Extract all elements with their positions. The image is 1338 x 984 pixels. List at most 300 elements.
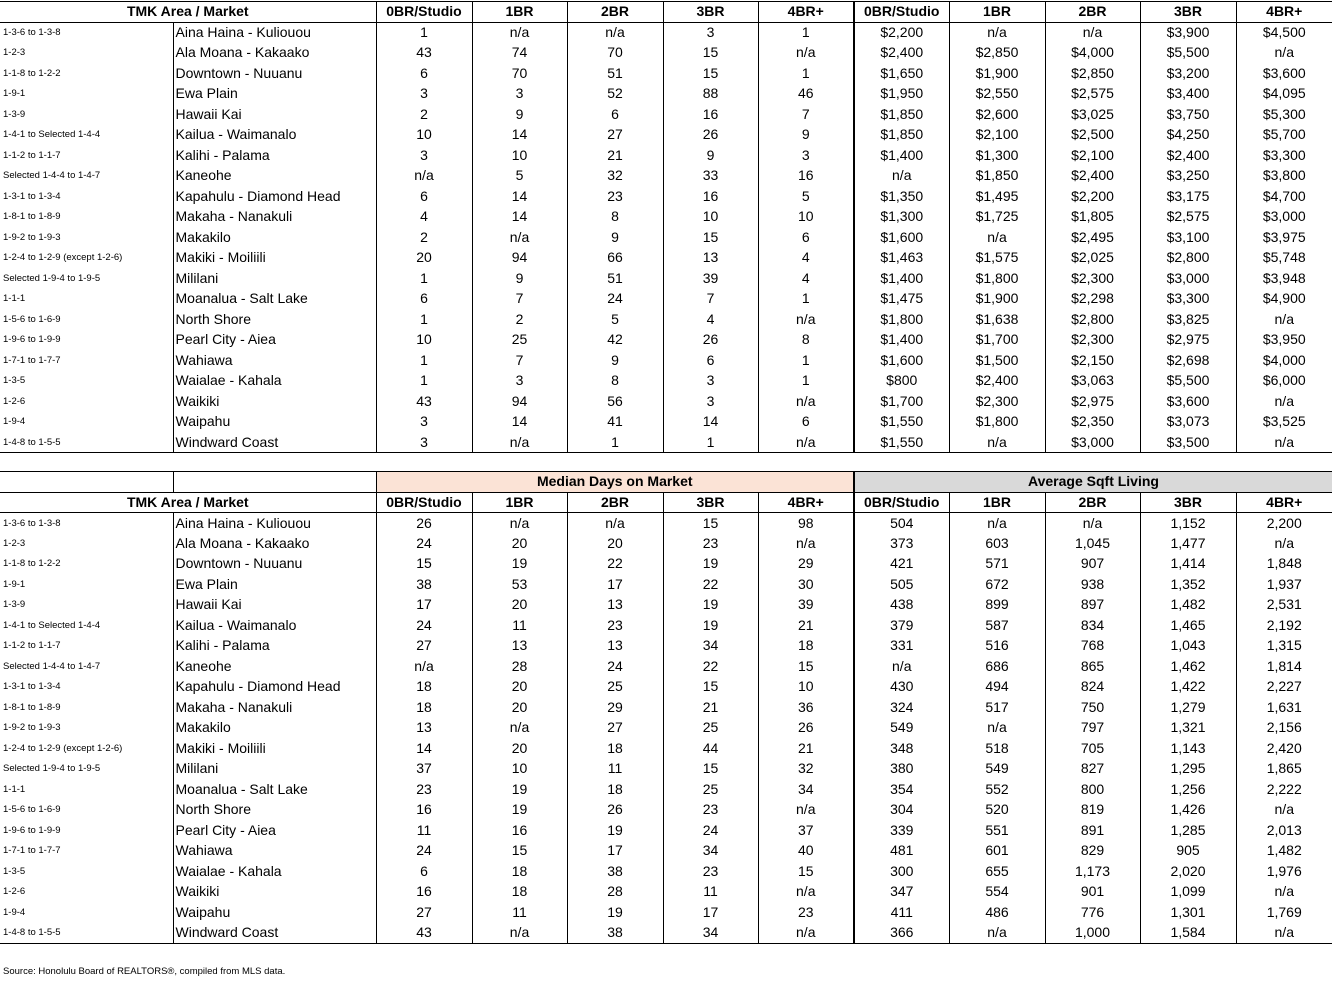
value-cell: n/a bbox=[1236, 432, 1332, 453]
value-cell: 10 bbox=[376, 330, 472, 351]
value-cell: 19 bbox=[472, 800, 567, 821]
value-cell: 27 bbox=[567, 125, 663, 146]
value-cell: 897 bbox=[1045, 595, 1140, 616]
value-cell: 829 bbox=[1045, 841, 1140, 862]
area-cell: Makaha - Nanakuli bbox=[173, 207, 376, 228]
area-cell: Downtown - Nuuanu bbox=[173, 554, 376, 575]
value-cell: 7 bbox=[663, 289, 758, 310]
value-cell: n/a bbox=[949, 22, 1045, 43]
tmk-cell: 1-3-5 bbox=[3, 375, 26, 387]
band-row bbox=[0, 472, 1332, 493]
table-row bbox=[0, 841, 1332, 862]
value-cell: 46 bbox=[758, 84, 854, 105]
value-cell: 15 bbox=[663, 677, 758, 698]
value-cell: $3,300 bbox=[1140, 289, 1236, 310]
value-cell: $2,495 bbox=[1045, 227, 1140, 248]
value-cell: 6 bbox=[758, 227, 854, 248]
area-cell: North Shore bbox=[173, 309, 376, 330]
value-cell: 15 bbox=[663, 63, 758, 84]
header-col: 1BR bbox=[949, 492, 1045, 513]
value-cell: 2,420 bbox=[1236, 738, 1332, 759]
value-cell: $2,550 bbox=[949, 84, 1045, 105]
value-cell: $3,400 bbox=[1140, 84, 1236, 105]
value-cell: 1,631 bbox=[1236, 697, 1332, 718]
header-col: 3BR bbox=[1140, 2, 1236, 23]
value-cell: 27 bbox=[567, 718, 663, 739]
value-cell: 14 bbox=[472, 412, 567, 433]
value-cell: 907 bbox=[1045, 554, 1140, 575]
area-cell: Waipahu bbox=[173, 412, 376, 433]
value-cell: 1,814 bbox=[1236, 656, 1332, 677]
tmk-cell: Selected 1-9-4 to 1-9-5 bbox=[3, 272, 101, 284]
value-cell: 24 bbox=[663, 820, 758, 841]
value-cell: $5,748 bbox=[1236, 248, 1332, 269]
value-cell: 25 bbox=[567, 677, 663, 698]
value-cell: $1,700 bbox=[854, 391, 949, 412]
tmk-cell: 1-4-1 to Selected 1-4-4 bbox=[3, 619, 101, 631]
value-cell: 23 bbox=[376, 779, 472, 800]
value-cell: 14 bbox=[472, 207, 567, 228]
value-cell: 1,465 bbox=[1140, 615, 1236, 636]
value-cell: $2,400 bbox=[1045, 166, 1140, 187]
value-cell: $1,850 bbox=[854, 125, 949, 146]
value-cell: 1,352 bbox=[1140, 574, 1236, 595]
value-cell: 2,222 bbox=[1236, 779, 1332, 800]
value-cell: $5,700 bbox=[1236, 125, 1332, 146]
value-cell: 24 bbox=[376, 841, 472, 862]
table-row bbox=[0, 350, 1332, 371]
table-row bbox=[0, 902, 1332, 923]
value-cell: 9 bbox=[758, 125, 854, 146]
table-row bbox=[0, 615, 1332, 636]
value-cell: 15 bbox=[663, 513, 758, 534]
table-row bbox=[0, 861, 1332, 882]
value-cell: $3,073 bbox=[1140, 412, 1236, 433]
value-cell: 15 bbox=[376, 554, 472, 575]
table-row bbox=[0, 186, 1332, 207]
table-row bbox=[0, 656, 1332, 677]
value-cell: 1 bbox=[758, 289, 854, 310]
value-cell: n/a bbox=[949, 432, 1045, 453]
value-cell: 26 bbox=[567, 800, 663, 821]
value-cell: 43 bbox=[376, 923, 472, 944]
value-cell: $1,500 bbox=[949, 350, 1045, 371]
value-cell: $2,850 bbox=[1045, 63, 1140, 84]
value-cell: 94 bbox=[472, 248, 567, 269]
value-cell: $2,150 bbox=[1045, 350, 1140, 371]
value-cell: 88 bbox=[663, 84, 758, 105]
value-cell: 17 bbox=[567, 574, 663, 595]
tmk-cell: 1-1-8 to 1-2-2 bbox=[3, 67, 61, 79]
tmk-cell: 1-1-2 to 1-1-7 bbox=[3, 149, 61, 161]
area-cell: Pearl City - Aiea bbox=[173, 330, 376, 351]
value-cell: 380 bbox=[854, 759, 949, 780]
value-cell: 66 bbox=[567, 248, 663, 269]
value-cell: $3,100 bbox=[1140, 227, 1236, 248]
tmk-cell: 1-3-1 to 1-3-4 bbox=[3, 190, 61, 202]
header-col: 4BR+ bbox=[758, 2, 854, 23]
value-cell: 1,426 bbox=[1140, 800, 1236, 821]
value-cell: 2,192 bbox=[1236, 615, 1332, 636]
value-cell: 10 bbox=[758, 677, 854, 698]
value-cell: $1,850 bbox=[854, 104, 949, 125]
header-area: TMK Area / Market bbox=[0, 2, 376, 23]
header-col: 2BR bbox=[567, 492, 663, 513]
value-cell: 19 bbox=[472, 554, 567, 575]
area-cell: Aina Haina - Kuliouou bbox=[173, 22, 376, 43]
value-cell: 19 bbox=[567, 820, 663, 841]
value-cell: $1,400 bbox=[854, 268, 949, 289]
value-cell: 1 bbox=[758, 371, 854, 392]
value-cell: $1,638 bbox=[949, 309, 1045, 330]
value-cell: 768 bbox=[1045, 636, 1140, 657]
value-cell: $3,948 bbox=[1236, 268, 1332, 289]
area-cell: Windward Coast bbox=[173, 432, 376, 453]
value-cell: 39 bbox=[758, 595, 854, 616]
value-cell: $1,475 bbox=[854, 289, 949, 310]
value-cell: $1,300 bbox=[949, 145, 1045, 166]
value-cell: 38 bbox=[376, 574, 472, 595]
value-cell: $1,550 bbox=[854, 412, 949, 433]
table-row bbox=[0, 759, 1332, 780]
value-cell: 11 bbox=[472, 615, 567, 636]
value-cell: 430 bbox=[854, 677, 949, 698]
value-cell: 16 bbox=[758, 166, 854, 187]
value-cell: 14 bbox=[472, 186, 567, 207]
value-cell: n/a bbox=[1045, 22, 1140, 43]
value-cell: 18 bbox=[376, 677, 472, 698]
value-cell: 901 bbox=[1045, 882, 1140, 903]
band-empty bbox=[173, 472, 376, 493]
value-cell: 18 bbox=[758, 636, 854, 657]
value-cell: $3,950 bbox=[1236, 330, 1332, 351]
value-cell: n/a bbox=[472, 923, 567, 944]
value-cell: n/a bbox=[758, 309, 854, 330]
value-cell: 603 bbox=[949, 533, 1045, 554]
table-row bbox=[0, 84, 1332, 105]
value-cell: 52 bbox=[567, 84, 663, 105]
value-cell: 551 bbox=[949, 820, 1045, 841]
area-cell: Makakilo bbox=[173, 718, 376, 739]
value-cell: 40 bbox=[758, 841, 854, 862]
value-cell: $2,975 bbox=[1045, 391, 1140, 412]
value-cell: 2,020 bbox=[1140, 861, 1236, 882]
value-cell: 11 bbox=[567, 759, 663, 780]
tmk-cell: 1-2-4 to 1-2-9 (except 1-2-6) bbox=[3, 742, 123, 754]
value-cell: $4,250 bbox=[1140, 125, 1236, 146]
tmk-cell: 1-4-8 to 1-5-5 bbox=[3, 436, 61, 448]
area-cell: Wahiawa bbox=[173, 350, 376, 371]
table-row bbox=[0, 309, 1332, 330]
header-col: 3BR bbox=[1140, 492, 1236, 513]
tmk-cell: 1-2-6 bbox=[3, 395, 26, 407]
value-cell: 5 bbox=[758, 186, 854, 207]
value-cell: 7 bbox=[472, 350, 567, 371]
value-cell: 1 bbox=[758, 22, 854, 43]
tmk-cell: 1-2-3 bbox=[3, 47, 26, 59]
value-cell: 7 bbox=[758, 104, 854, 125]
area-cell: Mililani bbox=[173, 268, 376, 289]
value-cell: 516 bbox=[949, 636, 1045, 657]
value-cell: 2,200 bbox=[1236, 513, 1332, 534]
value-cell: $4,000 bbox=[1045, 43, 1140, 64]
area-cell: Waikiki bbox=[173, 882, 376, 903]
tmk-cell: Selected 1-9-4 to 1-9-5 bbox=[3, 763, 101, 775]
value-cell: n/a bbox=[758, 43, 854, 64]
header-col: 1BR bbox=[949, 2, 1045, 23]
header-row bbox=[0, 492, 1332, 513]
value-cell: 24 bbox=[567, 656, 663, 677]
table-row bbox=[0, 22, 1332, 43]
value-cell: 19 bbox=[472, 779, 567, 800]
header-row bbox=[0, 2, 1332, 23]
area-cell: Wahiawa bbox=[173, 841, 376, 862]
table-row bbox=[0, 718, 1332, 739]
value-cell: $1,725 bbox=[949, 207, 1045, 228]
value-cell: $1,805 bbox=[1045, 207, 1140, 228]
value-cell: 94 bbox=[472, 391, 567, 412]
table-row bbox=[0, 43, 1332, 64]
table-row bbox=[0, 166, 1332, 187]
value-cell: n/a bbox=[949, 513, 1045, 534]
value-cell: 14 bbox=[472, 125, 567, 146]
value-cell: $3,300 bbox=[1236, 145, 1332, 166]
tmk-cell: 1-7-1 to 1-7-7 bbox=[3, 845, 61, 857]
value-cell: 1 bbox=[376, 22, 472, 43]
value-cell: $2,575 bbox=[1140, 207, 1236, 228]
value-cell: 938 bbox=[1045, 574, 1140, 595]
value-cell: 25 bbox=[472, 330, 567, 351]
value-cell: 705 bbox=[1045, 738, 1140, 759]
value-cell: 21 bbox=[758, 738, 854, 759]
tmk-cell: 1-9-4 bbox=[3, 906, 26, 918]
value-cell: 26 bbox=[376, 513, 472, 534]
value-cell: 23 bbox=[758, 902, 854, 923]
value-cell: 36 bbox=[758, 697, 854, 718]
tmk-cell: 1-3-9 bbox=[3, 108, 26, 120]
value-cell: 20 bbox=[472, 677, 567, 698]
header-col: 0BR/Studio bbox=[854, 2, 949, 23]
value-cell: 10 bbox=[472, 759, 567, 780]
tmk-cell: 1-3-1 to 1-3-4 bbox=[3, 681, 61, 693]
value-cell: 9 bbox=[472, 268, 567, 289]
header-col: 4BR+ bbox=[1236, 492, 1332, 513]
value-cell: 672 bbox=[949, 574, 1045, 595]
value-cell: $3,000 bbox=[1045, 432, 1140, 453]
area-cell: Aina Haina - Kuliouou bbox=[173, 513, 376, 534]
value-cell: n/a bbox=[854, 656, 949, 677]
value-cell: 6 bbox=[376, 186, 472, 207]
value-cell: 10 bbox=[758, 207, 854, 228]
value-cell: 20 bbox=[567, 533, 663, 554]
value-cell: $2,300 bbox=[1045, 268, 1140, 289]
table-row bbox=[0, 820, 1332, 841]
value-cell: 1,769 bbox=[1236, 902, 1332, 923]
value-cell: 1,937 bbox=[1236, 574, 1332, 595]
value-cell: 3 bbox=[663, 371, 758, 392]
value-cell: 15 bbox=[663, 227, 758, 248]
value-cell: 3 bbox=[663, 22, 758, 43]
value-cell: 4 bbox=[376, 207, 472, 228]
value-cell: 38 bbox=[567, 923, 663, 944]
value-cell: 15 bbox=[472, 841, 567, 862]
value-cell: 2 bbox=[376, 104, 472, 125]
value-cell: 571 bbox=[949, 554, 1045, 575]
value-cell: 20 bbox=[376, 248, 472, 269]
tmk-cell: 1-3-9 bbox=[3, 599, 26, 611]
value-cell: 17 bbox=[376, 595, 472, 616]
area-cell: Kapahulu - Diamond Head bbox=[173, 677, 376, 698]
table-row bbox=[0, 595, 1332, 616]
value-cell: 2 bbox=[376, 227, 472, 248]
value-cell: 23 bbox=[663, 861, 758, 882]
header-col: 4BR+ bbox=[1236, 2, 1332, 23]
value-cell: 1 bbox=[758, 63, 854, 84]
value-cell: 43 bbox=[376, 391, 472, 412]
tmk-cell: 1-1-8 to 1-2-2 bbox=[3, 558, 61, 570]
value-cell: 379 bbox=[854, 615, 949, 636]
value-cell: 10 bbox=[663, 207, 758, 228]
value-cell: 51 bbox=[567, 268, 663, 289]
value-cell: 1,000 bbox=[1045, 923, 1140, 944]
value-cell: n/a bbox=[1236, 43, 1332, 64]
value-cell: $3,975 bbox=[1236, 227, 1332, 248]
value-cell: 15 bbox=[663, 43, 758, 64]
value-cell: $2,698 bbox=[1140, 350, 1236, 371]
value-cell: $1,800 bbox=[854, 309, 949, 330]
value-cell: $2,300 bbox=[1045, 330, 1140, 351]
value-cell: 1,143 bbox=[1140, 738, 1236, 759]
value-cell: 891 bbox=[1045, 820, 1140, 841]
value-cell: 26 bbox=[758, 718, 854, 739]
area-cell: Kalihi - Palama bbox=[173, 636, 376, 657]
value-cell: n/a bbox=[1045, 513, 1140, 534]
value-cell: 331 bbox=[854, 636, 949, 657]
value-cell: 517 bbox=[949, 697, 1045, 718]
header-col: 0BR/Studio bbox=[854, 492, 949, 513]
value-cell: n/a bbox=[758, 882, 854, 903]
value-cell: 18 bbox=[472, 861, 567, 882]
header-col: 0BR/Studio bbox=[376, 492, 472, 513]
value-cell: $1,800 bbox=[949, 268, 1045, 289]
area-cell: Kailua - Waimanalo bbox=[173, 615, 376, 636]
value-cell: 1,976 bbox=[1236, 861, 1332, 882]
value-cell: 24 bbox=[376, 533, 472, 554]
value-cell: 1,295 bbox=[1140, 759, 1236, 780]
value-cell: $1,950 bbox=[854, 84, 949, 105]
value-cell: $1,400 bbox=[854, 145, 949, 166]
value-cell: 28 bbox=[567, 882, 663, 903]
value-cell: 3 bbox=[376, 145, 472, 166]
rent-table bbox=[0, 1, 1332, 453]
value-cell: 827 bbox=[1045, 759, 1140, 780]
header-col: 2BR bbox=[1045, 492, 1140, 513]
table-row bbox=[0, 268, 1332, 289]
value-cell: n/a bbox=[1236, 391, 1332, 412]
value-cell: $3,525 bbox=[1236, 412, 1332, 433]
value-cell: 23 bbox=[567, 186, 663, 207]
value-cell: 3 bbox=[472, 371, 567, 392]
tmk-cell: 1-7-1 to 1-7-7 bbox=[3, 354, 61, 366]
value-cell: 23 bbox=[567, 615, 663, 636]
value-cell: 10 bbox=[376, 125, 472, 146]
value-cell: 421 bbox=[854, 554, 949, 575]
area-cell: Kaneohe bbox=[173, 166, 376, 187]
tmk-cell: 1-9-1 bbox=[3, 578, 26, 590]
value-cell: 19 bbox=[663, 615, 758, 636]
value-cell: 686 bbox=[949, 656, 1045, 677]
dom-sqft-table-body bbox=[0, 513, 1332, 944]
value-cell: 8 bbox=[758, 330, 854, 351]
value-cell: 23 bbox=[663, 800, 758, 821]
value-cell: $1,300 bbox=[854, 207, 949, 228]
table-row bbox=[0, 227, 1332, 248]
value-cell: 438 bbox=[854, 595, 949, 616]
value-cell: $1,900 bbox=[949, 63, 1045, 84]
value-cell: $2,350 bbox=[1045, 412, 1140, 433]
value-cell: 6 bbox=[663, 350, 758, 371]
value-cell: 1,315 bbox=[1236, 636, 1332, 657]
value-cell: $3,025 bbox=[1045, 104, 1140, 125]
tmk-cell: 1-4-8 to 1-5-5 bbox=[3, 927, 61, 938]
value-cell: n/a bbox=[472, 22, 567, 43]
value-cell: 347 bbox=[854, 882, 949, 903]
value-cell: 339 bbox=[854, 820, 949, 841]
value-cell: 1,414 bbox=[1140, 554, 1236, 575]
tmk-cell: Selected 1-4-4 to 1-4-7 bbox=[3, 170, 101, 182]
tmk-cell: 1-2-3 bbox=[3, 537, 26, 549]
value-cell: $2,200 bbox=[854, 22, 949, 43]
value-cell: 24 bbox=[567, 289, 663, 310]
value-cell: 23 bbox=[663, 533, 758, 554]
value-cell: n/a bbox=[949, 227, 1045, 248]
band-empty bbox=[0, 472, 173, 493]
value-cell: 373 bbox=[854, 533, 949, 554]
value-cell: 38 bbox=[567, 861, 663, 882]
value-cell: 300 bbox=[854, 861, 949, 882]
value-cell: n/a bbox=[567, 22, 663, 43]
value-cell: 4 bbox=[663, 309, 758, 330]
value-cell: 11 bbox=[376, 820, 472, 841]
value-cell: 18 bbox=[567, 738, 663, 759]
value-cell: $1,850 bbox=[949, 166, 1045, 187]
area-cell: Ala Moana - Kakaako bbox=[173, 43, 376, 64]
value-cell: $1,800 bbox=[949, 412, 1045, 433]
value-cell: 34 bbox=[663, 841, 758, 862]
dom-sqft-table bbox=[0, 471, 1332, 944]
value-cell: 1,301 bbox=[1140, 902, 1236, 923]
table-row bbox=[0, 677, 1332, 698]
tmk-cell: 1-2-6 bbox=[3, 886, 26, 898]
value-cell: 22 bbox=[567, 554, 663, 575]
value-cell: 34 bbox=[663, 636, 758, 657]
value-cell: 22 bbox=[663, 574, 758, 595]
value-cell: $2,500 bbox=[1045, 125, 1140, 146]
table-row bbox=[0, 554, 1332, 575]
value-cell: n/a bbox=[854, 166, 949, 187]
area-cell: Windward Coast bbox=[173, 923, 376, 944]
value-cell: 9 bbox=[567, 350, 663, 371]
value-cell: $2,300 bbox=[949, 391, 1045, 412]
header-col: 2BR bbox=[1045, 2, 1140, 23]
tmk-cell: 1-5-6 to 1-6-9 bbox=[3, 313, 61, 325]
value-cell: 6 bbox=[567, 104, 663, 125]
value-cell: 20 bbox=[472, 595, 567, 616]
area-cell: Makiki - Moiliili bbox=[173, 248, 376, 269]
tmk-cell: 1-9-2 to 1-9-3 bbox=[3, 231, 61, 243]
area-cell: Pearl City - Aiea bbox=[173, 820, 376, 841]
area-cell: Downtown - Nuuanu bbox=[173, 63, 376, 84]
